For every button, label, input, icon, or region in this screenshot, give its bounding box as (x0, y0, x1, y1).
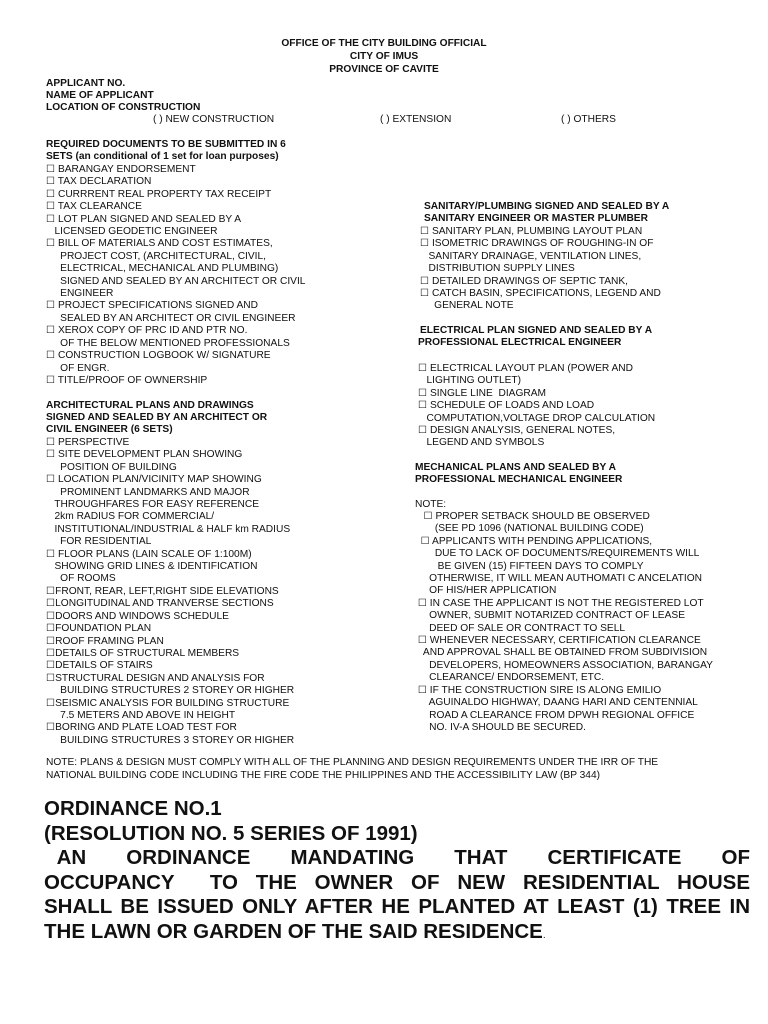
required-docs-heading-2: SETS (an conditional of 1 set for loan purposes) (46, 151, 279, 162)
list-item: ☐ PROPER SETBACK SHOULD BE OBSERVED (415, 511, 650, 522)
ordinance-title: ORDINANCE NO.1 (44, 797, 222, 820)
option-new-construction[interactable]: ( ) NEW CONSTRUCTION (153, 114, 275, 125)
list-item: LEGEND AND SYMBOLS (418, 437, 545, 449)
list-item: 7.5 METERS AND ABOVE IN HEIGHT (46, 709, 236, 721)
list-item: ☐ DESIGN ANALYSIS, GENERAL NOTES, (418, 425, 616, 437)
list-item: ☐ROOF FRAMING PLAN (46, 635, 164, 647)
list-item: ☐ WHENEVER NECESSARY, CERTIFICATION CLEARANCE (415, 635, 701, 647)
list-item: ☐ CATCH BASIN, SPECIFICATIONS, LEGEND AND (420, 288, 661, 300)
list-item: INSTITUTIONAL/INDUSTRIAL & HALF km RADIUS (46, 523, 291, 535)
ordinance-body-line-4 (44, 920, 750, 949)
list-item: ☐ PERSPECTIVE (46, 437, 130, 448)
list-item: ☐ FLOOR PLANS (LAIN SCALE OF 1:100M) (46, 548, 252, 560)
list-item: BUILDING STRUCTURES 3 STOREY OR HIGHER (46, 734, 295, 746)
list-item: AGUINALDO HIGHWAY, DAANG HARI AND CENTENNIAL (415, 697, 698, 709)
list-item: OWNER, SUBMIT NOTARIZED CONTRACT OF LEASE (415, 610, 685, 622)
required-docs-heading-1: REQUIRED DOCUMENTS TO BE SUBMITTED IN 6 (46, 139, 286, 150)
list-item: DEVELOPERS, HOMEOWNERS ASSOCIATION, BARANGAY (415, 659, 713, 671)
list-item: BE GIVEN (15) FIFTEEN DAYS TO COMPLY (415, 560, 644, 572)
list-item: OF ROOMS (46, 573, 116, 585)
list-item: LICENSED GEODETIC ENGINEER (46, 226, 218, 238)
list-item: ☐ SANITARY PLAN, PLUMBING LAYOUT PLAN (420, 226, 643, 237)
list-item: ☐ BARANGAY ENDORSEMENT (46, 164, 196, 175)
list-item: ROAD A CLEARANCE FROM DPWH REGIONAL OFFICE (415, 709, 695, 721)
list-item: DEED OF SALE OR CONTRACT TO SELL (415, 622, 626, 634)
list-item: PROMINENT LANDMARKS AND MAJOR (46, 486, 250, 498)
electrical-list (418, 363, 655, 450)
architectural-list (46, 437, 294, 747)
list-item: ☐DOORS AND WINDOWS SCHEDULE (46, 610, 229, 622)
list-item: (SEE PD 1096 (NATIONAL BUILDING CODE) (415, 523, 644, 535)
list-item: ☐ LOT PLAN SIGNED AND SEALED BY A (46, 213, 242, 225)
list-item: GENERAL NOTE (420, 300, 514, 312)
list-item: ☐ IN CASE THE APPLICANT IS NOT THE REGISTERED LOT (415, 597, 704, 609)
list-item: 2km RADIUS FOR COMMERCIAL/ (46, 511, 215, 523)
list-item: ☐FOUNDATION PLAN (46, 623, 152, 635)
list-item: CLEARANCE/ ENDORSEMENT, ETC. (415, 672, 605, 684)
list-item: ☐ ELECTRICAL LAYOUT PLAN (POWER AND (418, 363, 634, 374)
list-item: ENGINEER (46, 288, 114, 300)
list-item: ☐ TITLE/PROOF OF OWNERSHIP (46, 374, 208, 386)
option-extension[interactable]: ( ) EXTENSION (380, 114, 452, 125)
sanitary-heading-1: SANITARY/PLUMBING SIGNED AND SEALED BY A (424, 201, 670, 212)
list-item: OF HIS/HER APPLICATION (415, 585, 557, 597)
list-item: OTHERWISE, IT WILL MEAN AUTHOMATI C ANCELATION (415, 573, 702, 585)
ordinance-period: . (542, 930, 546, 941)
city-title: CITY OF IMUS (349, 51, 419, 62)
applicant-name-label: NAME OF APPLICANT (46, 90, 154, 101)
architectural-heading-1: ARCHITECTURAL PLANS AND DRAWINGS (46, 400, 254, 411)
list-item: PROJECT COST, (ARCHITECTURAL, CIVIL, (46, 250, 267, 262)
mechanical-heading-1: MECHANICAL PLANS AND SEALED BY A (415, 462, 616, 473)
list-item: ELECTRICAL, MECHANICAL AND PLUMBING) (46, 263, 279, 275)
list-item: ☐ XEROX COPY OF PRC ID AND PTR NO. (46, 325, 248, 337)
list-item: ☐DETAILS OF STRUCTURAL MEMBERS (46, 647, 240, 659)
list-item: NO. IV-A SHOULD BE SECURED. (415, 721, 586, 733)
list-item: SEALED BY AN ARCHITECT OR CIVIL ENGINEER (46, 312, 296, 324)
ordinance-body-line-1: AN ORDINANCE MANDATING THAT CERTIFICATE OF (44, 846, 750, 869)
note-list (415, 511, 713, 734)
list-item: SIGNED AND SEALED BY AN ARCHITECT OR CIVIL (46, 275, 306, 287)
list-item: ☐ IF THE CONSTRUCTION SIRE IS ALONG EMILIO (415, 684, 662, 696)
list-item: ☐ DETAILED DRAWINGS OF SEPTIC TANK, (420, 275, 629, 287)
list-item: ☐BORING AND PLATE LOAD TEST FOR (46, 722, 237, 734)
mechanical-heading-2: PROFESSIONAL MECHANICAL ENGINEER (415, 474, 623, 485)
sanitary-heading-2: SANITARY ENGINEER OR MASTER PLUMBER (424, 213, 648, 224)
list-item: DUE TO LACK OF DOCUMENTS/REQUIREMENTS WILL (415, 548, 700, 560)
sanitary-list (420, 226, 661, 313)
electrical-heading-2: PROFESSIONAL ELECTRICAL ENGINEER (418, 337, 622, 348)
footer-note-line-2: NATIONAL BUILDING CODE INCLUDING THE FIRE CODE THE PHILIPPINES AND THE ACCESSIBILITY LAW (BP 344) (46, 770, 601, 781)
list-item: COMPUTATION,VOLTAGE DROP CALCULATION (418, 412, 656, 424)
architectural-heading-3: CIVIL ENGINEER (6 SETS) (46, 424, 173, 435)
list-item: ☐ TAX CLEARANCE (46, 201, 142, 213)
list-item: ☐STRUCTURAL DESIGN AND ANALYSIS FOR (46, 672, 265, 684)
required-docs-list (46, 164, 305, 387)
list-item: ☐DETAILS OF STAIRS (46, 660, 153, 672)
list-item: OF ENGR. (46, 362, 110, 374)
architectural-heading-2: SIGNED AND SEALED BY AN ARCHITECT OR (46, 412, 268, 423)
ordinance-body-line-3: SHALL BE ISSUED ONLY AFTER HE PLANTED AT LEAST (1) TREE IN (44, 895, 750, 918)
note-label: NOTE: (415, 499, 447, 510)
list-item: ☐SEISMIC ANALYSIS FOR BUILDING STRUCTURE (46, 697, 290, 709)
list-item: ☐ TAX DECLARATION (46, 176, 152, 188)
list-item: ☐ CONSTRUCTION LOGBOOK W/ SIGNATURE (46, 350, 271, 362)
list-item: ☐ BILL OF MATERIALS AND COST ESTIMATES, (46, 238, 273, 250)
list-item: ☐ PROJECT SPECIFICATIONS SIGNED AND (46, 300, 258, 312)
list-item: ☐ SINGLE LINE DIAGRAM (418, 387, 547, 399)
list-item: ☐FRONT, REAR, LEFT,RIGHT SIDE ELEVATIONS (46, 585, 279, 597)
footer-note-line-1: NOTE: PLANS & DESIGN MUST COMPLY WITH ALL OF THE PLANNING AND DESIGN REQUIREMENTS UNDER THE IRR OF THE (46, 757, 659, 768)
electrical-heading-1: ELECTRICAL PLAN SIGNED AND SEALED BY A (420, 325, 653, 336)
list-item: ☐ LOCATION PLAN/VICINITY MAP SHOWING (46, 474, 262, 486)
office-title: OFFICE OF THE CITY BUILDING OFFICIAL (281, 38, 487, 49)
list-item: SANITARY DRAINAGE, VENTILATION LINES, (420, 250, 642, 262)
list-item: OF THE BELOW MENTIONED PROFESSIONALS (46, 337, 290, 349)
ordinance-last-line-text: THE LAWN OR GARDEN OF THE SAID RESIDENCE (44, 920, 543, 943)
list-item: ☐ ISOMETRIC DRAWINGS OF ROUGHING-IN OF (420, 238, 654, 250)
list-item: DISTRIBUTION SUPPLY LINES (420, 263, 575, 275)
list-item: AND APPROVAL SHALL BE OBTAINED FROM SUBDIVISION (415, 647, 708, 659)
list-item: ☐LONGITUDINAL AND TRANVERSE SECTIONS (46, 598, 274, 610)
list-item: BUILDING STRUCTURES 2 STOREY OR HIGHER (46, 685, 295, 697)
list-item: ☐ SCHEDULE OF LOADS AND LOAD (418, 400, 595, 412)
option-others[interactable]: ( ) OTHERS (561, 114, 616, 125)
ordinance-resolution: (RESOLUTION NO. 5 SERIES OF 1991) (44, 822, 418, 845)
list-item: FOR RESIDENTIAL (46, 536, 152, 548)
list-item: SHOWING GRID LINES & IDENTIFICATION (46, 561, 258, 573)
list-item: ☐ CURRRENT REAL PROPERTY TAX RECEIPT (46, 188, 272, 200)
list-item: THROUGHFARES FOR EASY REFERENCE (46, 499, 260, 511)
list-item: LIGHTING OUTLET) (418, 375, 522, 387)
province-title: PROVINCE OF CAVITE (329, 64, 439, 75)
list-item: POSITION OF BUILDING (46, 461, 177, 473)
construction-location-label: LOCATION OF CONSTRUCTION (46, 102, 201, 113)
list-item: ☐ APPLICANTS WITH PENDING APPLICATIONS, (415, 535, 653, 547)
ordinance-body-line-2: OCCUPANCY TO THE OWNER OF NEW RESIDENTIAL HOUSE (44, 871, 750, 894)
list-item: ☐ SITE DEVELOPMENT PLAN SHOWING (46, 449, 243, 461)
applicant-no-label: APPLICANT NO. (46, 78, 126, 89)
